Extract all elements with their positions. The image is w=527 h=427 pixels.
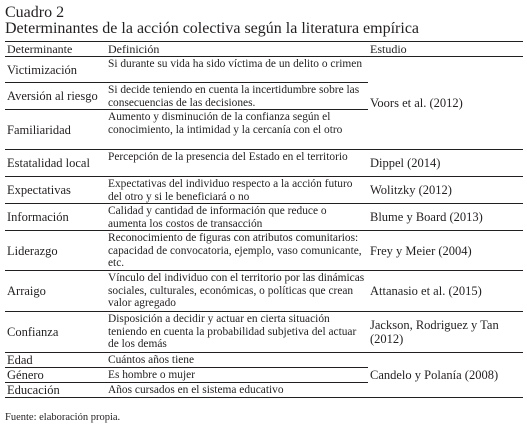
cell-determinante: Información	[5, 204, 106, 231]
cell-definicion: Calidad y cantidad de información que reduce o aumenta los costos de transacción	[106, 204, 368, 231]
cell-estudio: Attanasio et al. (2015)	[368, 271, 523, 312]
source-note: Fuente: elaboración propia.	[5, 412, 121, 423]
cell-estudio: Blume y Board (2013)	[368, 204, 523, 231]
cell-definicion: Vínculo del individuo con el territorio por las dinámicas sociales, culturales, económicas, o políticas que crean valor agregado	[106, 271, 368, 312]
cell-determinante: Género	[5, 368, 106, 383]
table-row	[5, 312, 523, 353]
determinants-table	[5, 41, 523, 398]
table-row	[5, 231, 523, 271]
cell-estudio: Frey y Meier (2004)	[368, 231, 523, 271]
table-row	[5, 271, 523, 312]
cell-estudio: Voors et al. (2012)	[368, 57, 523, 150]
header-definicion: Definición	[106, 42, 368, 57]
header-determinante: Determinante	[5, 42, 106, 57]
cell-determinante: Familiaridad	[5, 110, 106, 150]
cell-determinante: Educación	[5, 383, 106, 398]
cell-definicion: Disposición a decidir y actuar en cierta situación teniendo en cuenta la probabilidad subjetiva del actuar de los demás	[106, 312, 368, 353]
cell-determinante: Expectativas	[5, 177, 106, 204]
cell-determinante: Victimización	[5, 57, 106, 83]
cell-definicion: Años cursados en el sistema educativo	[106, 383, 368, 398]
cell-definicion: Percepción de la presencia del Estado en el territorio	[106, 150, 368, 177]
cell-definicion: Si durante su vida ha sido víctima de un delito o crimen	[106, 57, 368, 83]
cell-definicion: Expectativas del individuo respecto a la acción futuro del otro y si le beneficiará o no	[106, 177, 368, 204]
cell-definicion: Aumento y disminución de la confianza según el conocimiento, la intimidad y la cercanía con el otro	[106, 110, 368, 150]
cell-definicion: Cuántos años tiene	[106, 353, 368, 368]
cell-determinante: Liderazgo	[5, 231, 106, 271]
cell-estudio: Wolitzky (2012)	[368, 177, 523, 204]
cell-estudio: Jackson, Rodriguez y Tan (2012)	[368, 312, 523, 353]
cell-determinante: Aversión al riesgo	[5, 83, 106, 110]
header-row	[5, 42, 523, 57]
cell-determinante: Edad	[5, 353, 106, 368]
header-estudio: Estudio	[368, 42, 523, 57]
table-row	[5, 150, 523, 177]
cell-estudio: Candelo y Polanía (2008)	[368, 353, 523, 398]
cell-determinante: Confianza	[5, 312, 106, 353]
table-row	[5, 57, 523, 83]
cell-estudio: Dippel (2014)	[368, 150, 523, 177]
cell-definicion: Reconocimiento de figuras con atributos comunitarios: capacidad de convocatoria, ejemplo, vaso comunicante, etc.	[106, 231, 368, 271]
cell-determinante: Arraigo	[5, 271, 106, 312]
table-row	[5, 177, 523, 204]
table-row	[5, 353, 523, 368]
table-row	[5, 204, 523, 231]
cell-definicion: Es hombre o mujer	[106, 368, 368, 383]
cell-determinante: Estatalidad local	[5, 150, 106, 177]
table-label: Cuadro 2	[5, 4, 65, 21]
cell-definicion: Si decide teniendo en cuenta la incertidumbre sobre las consecuencias de las decisiones.	[106, 83, 368, 110]
table-title: Determinantes de la acción colectiva según la literatura empírica	[5, 20, 420, 37]
